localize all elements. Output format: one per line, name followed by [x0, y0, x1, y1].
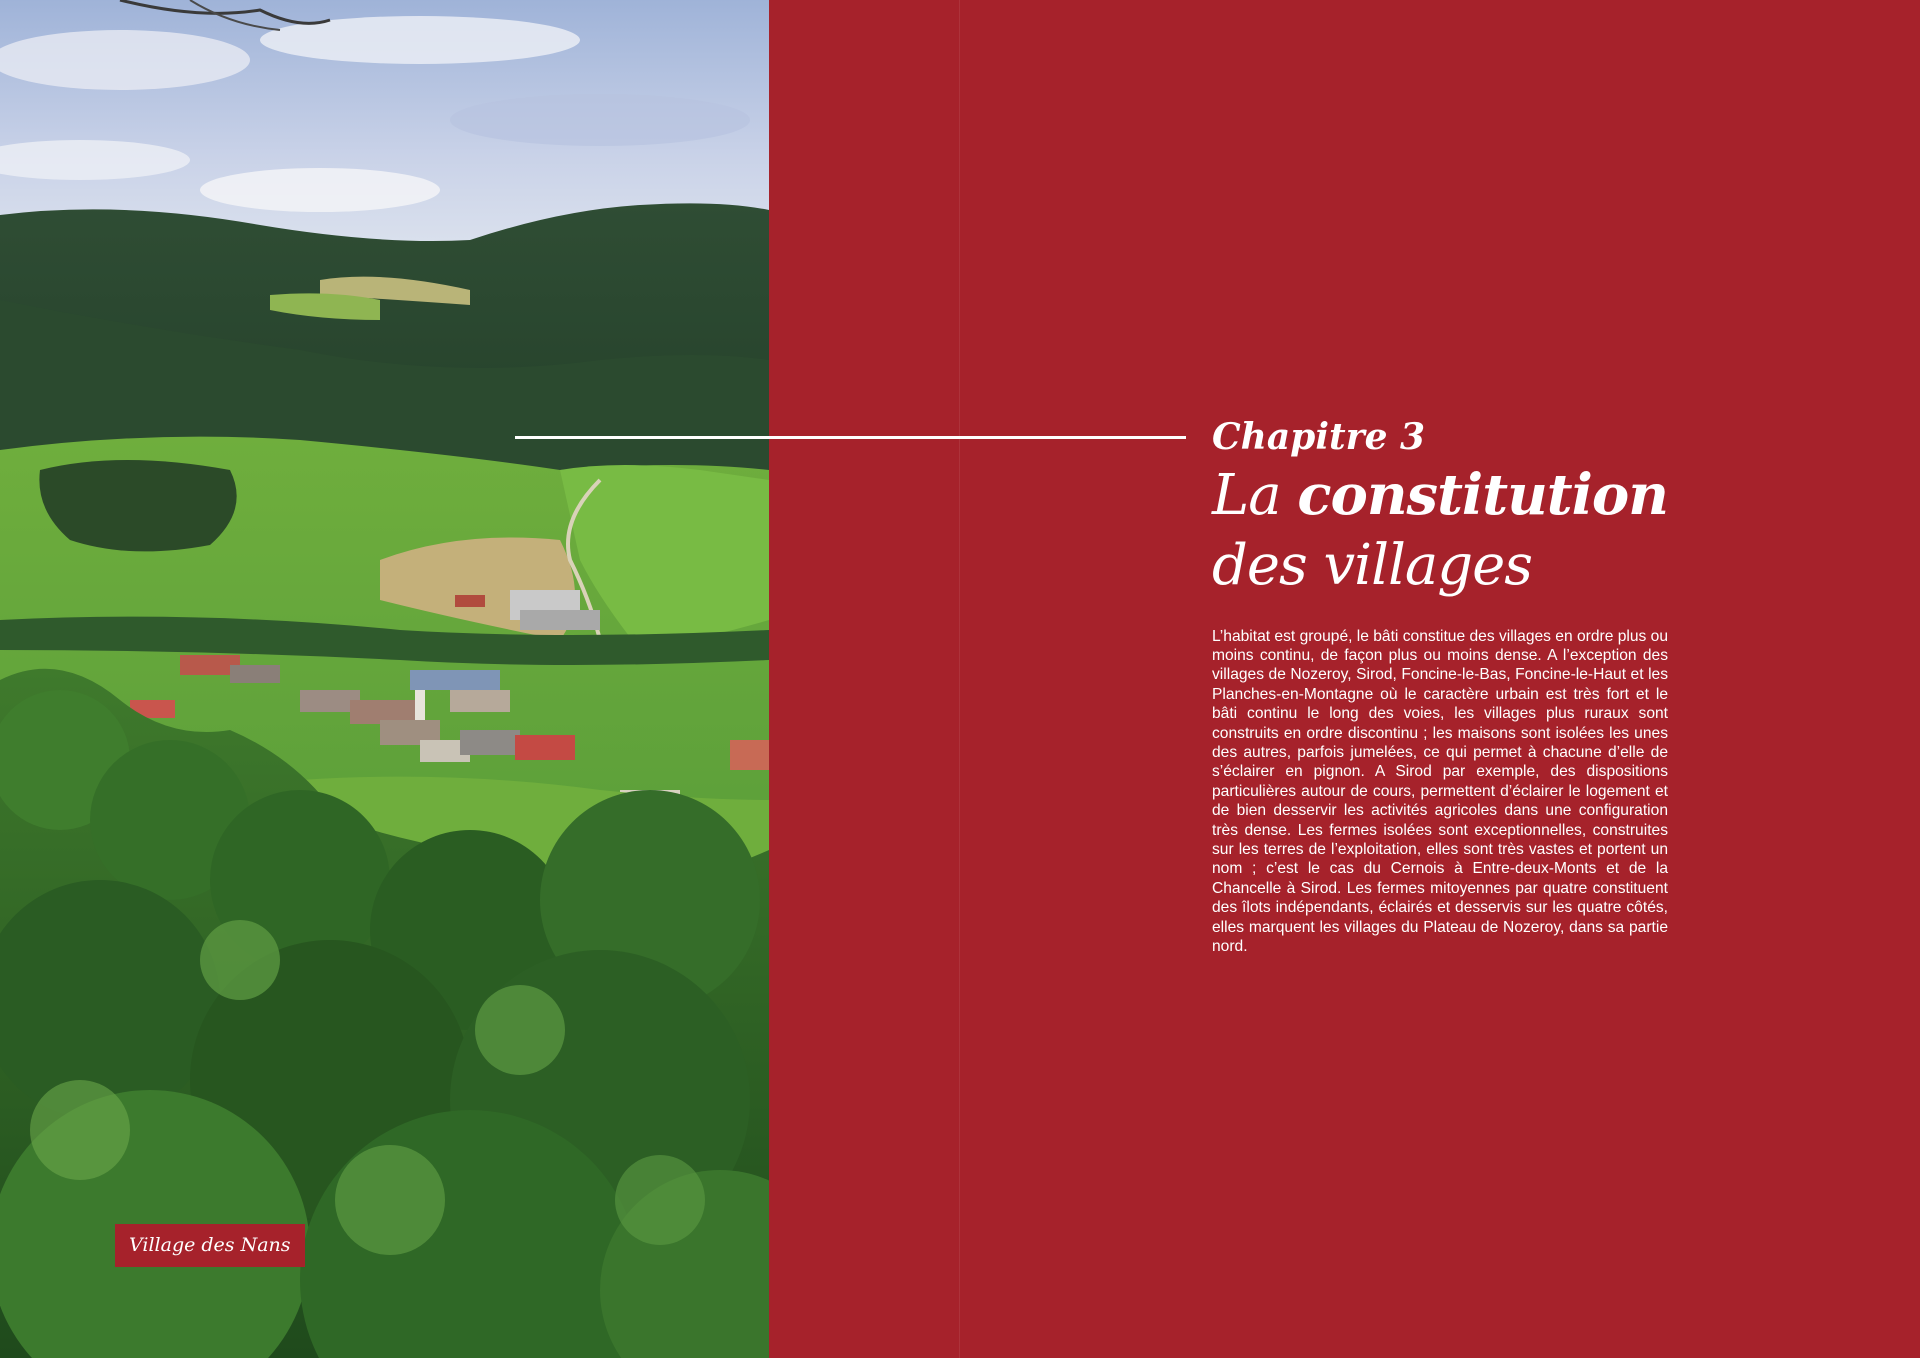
- chapter-heading: [1212, 410, 1672, 601]
- chapter-title-keyword: constitution: [1297, 462, 1668, 528]
- village-landscape-illustration: [0, 0, 769, 1358]
- chapter-title-line2: des villages: [1212, 533, 1533, 598]
- chapter-number: Chapitre 3: [1212, 416, 1426, 458]
- chapter-title-article: La: [1212, 463, 1298, 528]
- photo-caption: Village des Nans: [115, 1224, 305, 1267]
- page-fold: [959, 0, 960, 1358]
- chapter-body-paragraph: L’habitat est groupé, le bâti constitue des villages en ordre plus ou moins continu, de façon plus ou moins dense. A l’exception des villages de Nozeroy, Sirod, Foncine-le-Bas, Foncine-le-Haut et les Planches-en-Montagne où le caractère urbain est très fort et le bâti continu le long des voies, les villages plus ruraux sont construits en ordre discontinu ; les maisons sont isolées les unes des autres, parfois jumelées, ce qui permet à chacune d’elle de s’éclairer en pignon. A Sirod par exemple, des dispositions particulières autour de cours, permettent d’éclairer le logement et de bien desservir les activités agricoles dans une configuration très dense. Les fermes isolées sont exceptionnelles, construites sur les terres de l’exploitation, elles sont très vastes et portent un nom ; c’est le cas du Cernois à Entre-deux-Monts et de la Chancelle à Sirod. Les fermes mitoyennes par quatre constituent des îlots indépendants, éclairés et desservis sur les quatre côtés, elles marquent les villages du Plateau de Nozeroy, dans sa partie nord.: [1212, 627, 1668, 956]
- chapter-title: [1212, 460, 1672, 601]
- landscape-photo: [0, 0, 769, 1358]
- chapter-rule: [515, 436, 1186, 439]
